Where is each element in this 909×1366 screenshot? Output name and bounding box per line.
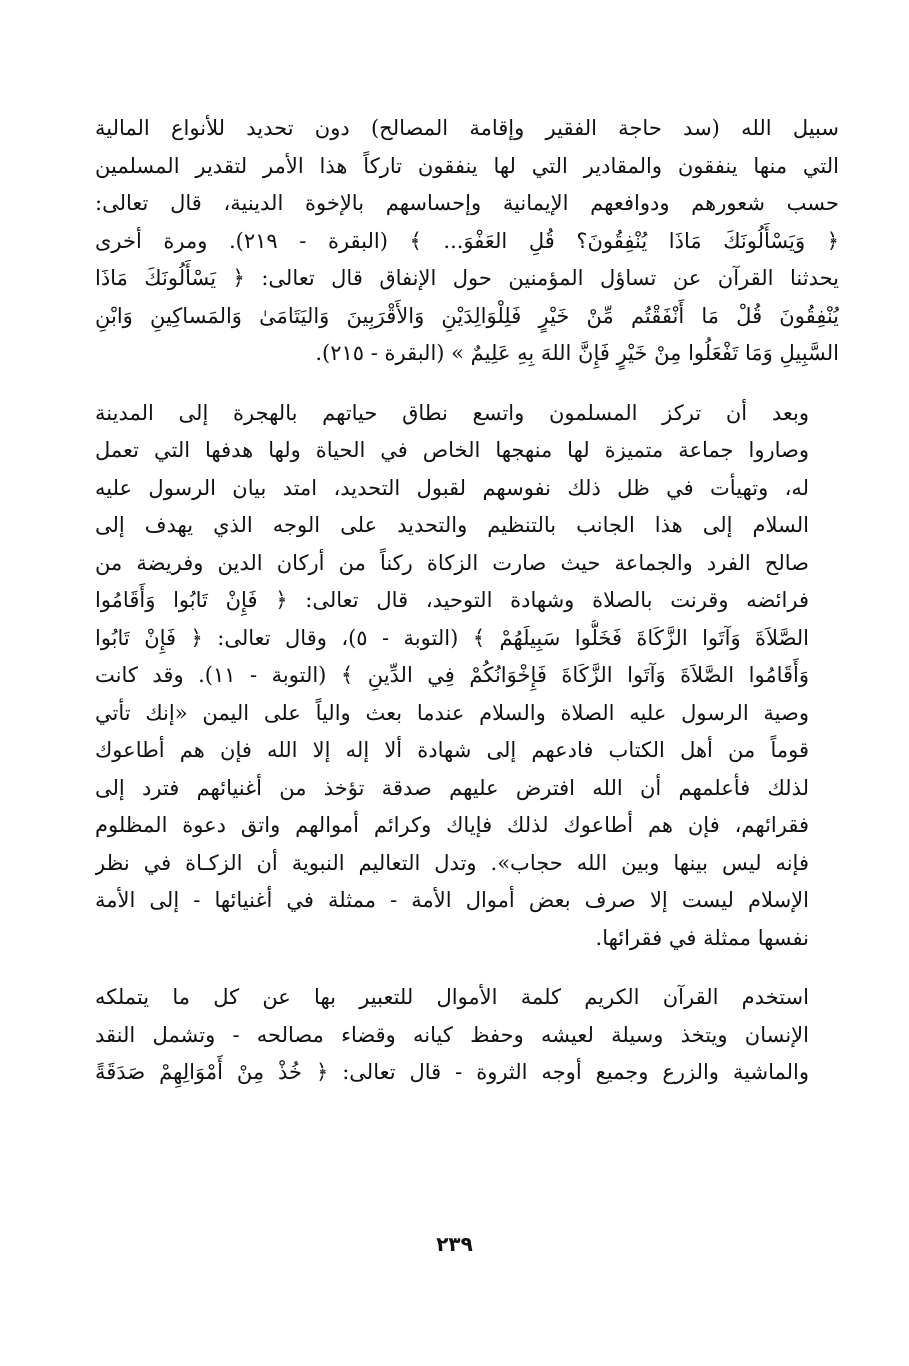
text-line: السلام إلى هذا الجانب بالتنظيم والتحديد على الوجه الذي يهدف إلى — [95, 513, 809, 537]
text-line: ﴿ وَيَسْأَلُونَكَ مَاذَا يُنْفِقُونَ؟ قُلِ العَفْوَ... ﴾ (البقرة - ٢١٩). ومرة أخرى — [95, 228, 839, 253]
text-line: التي منها ينفقون والمقادير التي لها ينفقون تاركاً هذا الأمر لتقدير المسلمين — [95, 153, 839, 178]
text-line: الصَّلاَةَ وَآتَوا الزَّكَاةَ فَخَلُّوا سَبِيلَهُمْ ﴾ (التوبة - ٥)، وقال تعالى: ﴿ فَإِنْ تَابُوا — [95, 625, 810, 650]
text-line: استخدم القرآن الكريم كلمة الأموال للتعبير بها عن كل ما يتملكه — [95, 985, 809, 1009]
paragraph-3 — [95, 979, 839, 1092]
text-line: صالح الفرد والجماعة حيث صارت الزكاة ركناً من أركان الدين وفريضة من — [95, 550, 809, 575]
text-line: قوماً من أهل الكتاب فادعهم إلى شهادة ألا إله إلا الله فإن هم أطاعوك — [95, 738, 809, 762]
text-line: وصاروا جماعة متميزة لها منهجها الخاص في الحياة ولها هدفها التي تعمل — [95, 438, 809, 462]
text-line: يحدثنا القرآن عن تساؤل المؤمنين حول الإنفاق قال تعالى: ﴿ يَسْأَلُونَكَ مَاذَا — [95, 266, 839, 290]
text-line: الإسلام ليست إلا صرف بعض أموال الأمة - ممثلة في أغنيائها - إلى الأمة — [95, 888, 809, 912]
page-body — [95, 110, 839, 1092]
text-line: فقرائهم، فإن هم أطاعوك لذلك فإياك وكرائم أموالهم واتق دعوة المظلوم — [95, 813, 809, 837]
page-number: ٢٣٩ — [436, 1232, 473, 1256]
text-line: لذلك فأعلمهم أن الله افترض عليهم صدقة تؤخذ من أغنيائهم فترد إلى — [95, 775, 809, 800]
text-line: سبيل الله (سد حاجة الفقير وإقامة المصالح) دون تحديد للأنواع المالية — [95, 116, 839, 140]
text-line: يُنْفِقُونَ قُلْ مَا أَنْفَقْتُم مِّنْ خَيْرٍ فَلِلْوَالِدَيْنِ وَالأَقْرَبِينَ وَاليَتَامَىٰ وَالمَساكِينِ وَابْنِ — [95, 303, 839, 328]
text-line: السَّبِيلِ وَمَا تَفْعَلُوا مِنْ خَيْرٍ فَإِنَّ اللهَ بِهِ عَلِيمٌ » (البقرة - ٢١٥). — [315, 341, 839, 365]
text-line: فإنه ليس بينها وبين الله حجاب». وتدل التعاليم النبوية أن الزكـاة في نظر — [95, 850, 809, 875]
text-line: نفسها ممثلة في فقرائها. — [595, 925, 809, 950]
text-line: وصية الرسول عليه الصلاة والسلام عندما بعث والياً على اليمن «إنك تأتي — [95, 700, 809, 725]
text-line: حسب شعورهم ودوافعهم الإيمانية وإحساسهم بالإخوة الدينية، قال تعالى: — [95, 191, 839, 215]
text-line: وَأَقَامُوا الصَّلاَةَ وَآتَوا الزَّكَاةَ فَإِخْوَانُكُمْ فِي الدِّينِ ﴾ (التوبة - ١١). وقد كانت — [95, 663, 809, 687]
text-line: له، وتهيأت في ظل ذلك نفوسهم لقبول التحديد، امتد بيان الرسول عليه — [95, 475, 809, 500]
text-line: الإنسان ويتخذ وسيلة لعيشه وحفظ كيانه وقضاء مصالحه - وتشمل النقد — [95, 1022, 809, 1047]
text-line: وبعد أن تركز المسلمون واتسع نطاق حياتهم بالهجرة إلى المدينة — [95, 400, 809, 425]
paragraph-1 — [95, 110, 839, 373]
text-line: فرائضه وقرنت بالصلاة وشهادة التوحيد، قال تعالى: ﴿ فَإِنْ تَابُوا وَأَقَامُوا — [95, 588, 809, 612]
paragraph-2 — [95, 395, 839, 958]
text-line: والماشية والزرع وجميع أوجه الثروة - قال تعالى: ﴿ خُذْ مِنْ أَمْوَالِهِمْ صَدَقَةً — [95, 1060, 809, 1084]
